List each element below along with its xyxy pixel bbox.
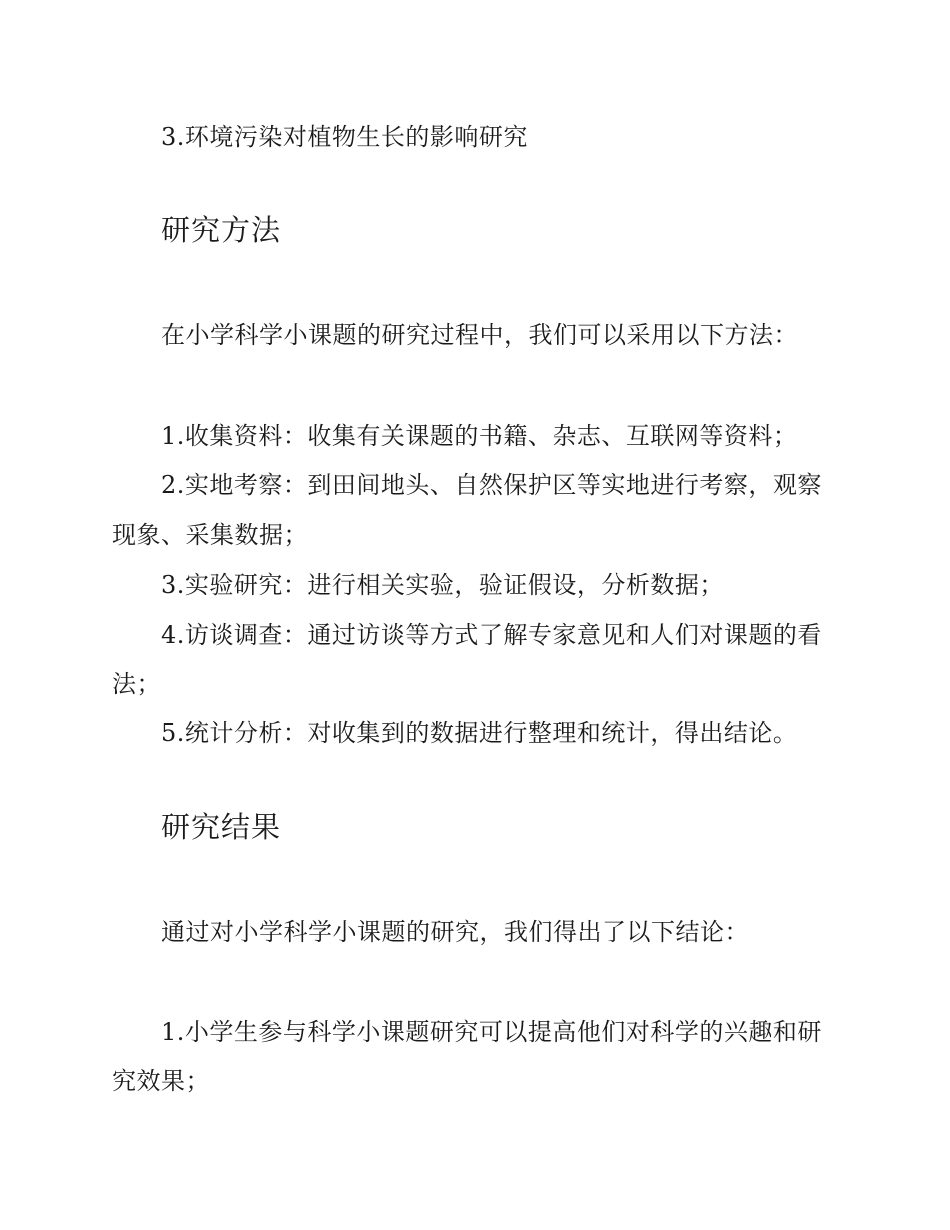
results-intro-paragraph: 通过对小学科学小课题的研究，我们得出了以下结论：	[161, 918, 749, 946]
list-item-environment-pollution: 3.环境污染对植物生长的影响研究	[161, 123, 528, 151]
method-item-5: 5.统计分析：对收集到的数据进行整理和统计，得出结论。	[161, 719, 798, 747]
heading-research-results: 研究结果	[161, 810, 282, 844]
result-item-1: 1.小学生参与科学小课题研究可以提高他们对科学的兴趣和研	[161, 1018, 822, 1046]
result-item-1-continuation: 究效果；	[112, 1067, 210, 1095]
heading-research-methods: 研究方法	[161, 213, 282, 247]
method-item-4: 4.访谈调查：通过访谈等方式了解专家意见和人们对课题的看	[161, 621, 822, 649]
method-item-4-continuation: 法；	[112, 670, 161, 698]
method-item-1: 1.收集资料：收集有关课题的书籍、杂志、互联网等资料；	[161, 422, 798, 450]
method-item-2-continuation: 现象、采集数据；	[112, 521, 308, 549]
methods-intro-paragraph: 在小学科学小课题的研究过程中，我们可以采用以下方法：	[161, 321, 798, 349]
method-item-2: 2.实地考察：到田间地头、自然保护区等实地进行考察，观察	[161, 471, 822, 499]
method-item-3: 3.实验研究：进行相关实验，验证假设，分析数据；	[161, 571, 724, 599]
